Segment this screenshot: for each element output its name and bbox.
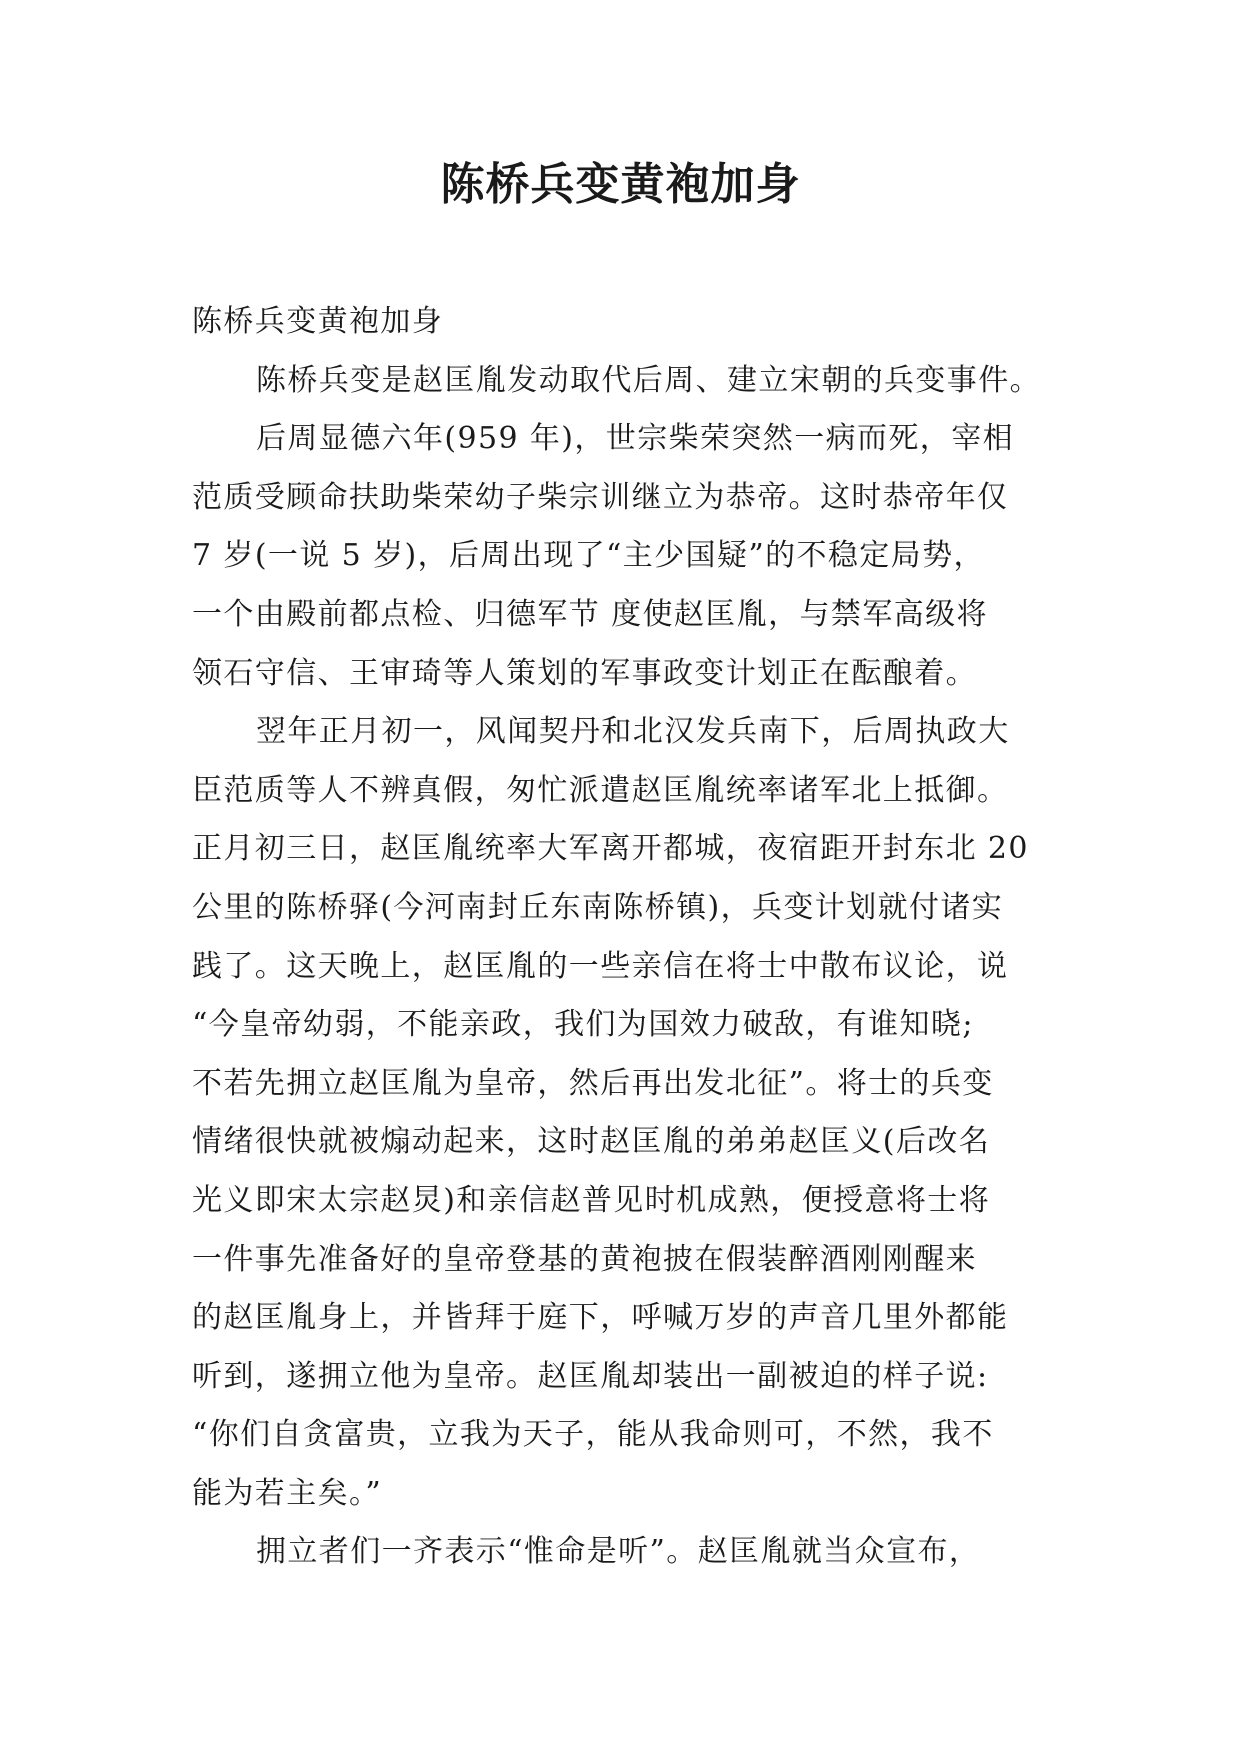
- text-line: 践了。这天晚上，赵匡胤的一些亲信在将士中散布议论，说: [192, 948, 1009, 984]
- text-line: 7 岁(一说 5 岁)，后周出现了“主少国疑”的不稳定局势，: [192, 538, 985, 574]
- text-line: “你们自贪富贵，立我为天子，能从我命则可，不然，我不: [192, 1417, 994, 1453]
- text-line: 后周显德六年(959 年)，世宗柴荣突然一病而死，宰相: [256, 421, 1015, 457]
- text-line: 的赵匡胤身上，并皆拜于庭下，呼喊万岁的声音几里外都能: [192, 1300, 1009, 1336]
- text-line: 光义即宋太宗赵炅)和亲信赵普见时机成熟，便授意将士将: [192, 1182, 991, 1218]
- paragraph-4: [192, 1523, 1072, 1582]
- text-line: 不若先拥立赵匡胤为皇帝，然后再出发北征”。将士的兵变: [192, 1065, 994, 1101]
- document-title: 陈桥兵变黄袍加身: [440, 159, 801, 210]
- text-line: 情绪很快就被煽动起来，这时赵匡胤的弟弟赵匡义(后改名: [192, 1124, 991, 1160]
- text-line: 领石守信、王审琦等人策划的军事政变计划正在酝酿着。: [192, 655, 977, 691]
- document-body: [192, 293, 1072, 1582]
- text-line: 能为若主矣。”: [192, 1475, 383, 1511]
- text-line: 陈桥兵变是赵匡胤发动取代后周、建立宋朝的兵变事件。: [256, 362, 1041, 398]
- text-line: 臣范质等人不辨真假，匆忙派遣赵匡胤统率诸军北上抵御。: [192, 772, 1009, 808]
- text-line: “今皇帝幼弱，不能亲政，我们为国效力破敌，有谁知晓;: [192, 1007, 974, 1043]
- text-line: 范质受顾命扶助柴荣幼子柴宗训继立为恭帝。这时恭帝年仅: [192, 479, 1009, 515]
- text-line: 翌年正月初一，风闻契丹和北汉发兵南下，后周执政大: [256, 714, 1010, 750]
- text-line: 一件事先准备好的皇帝登基的黄袍披在假装醉酒刚刚醒来: [192, 1241, 977, 1277]
- paragraph-2: [192, 410, 1072, 703]
- section-heading: 陈桥兵变黄袍加身: [192, 304, 444, 339]
- paragraph-3: [192, 703, 1072, 1523]
- text-line: 拥立者们一齐表示“惟命是听”。赵匡胤就当众宣布，: [256, 1534, 981, 1570]
- text-line: 正月初三日，赵匡胤统率大军离开都城，夜宿距开封东北 20: [192, 831, 1029, 867]
- text-line: 公里的陈桥驿(今河南封丘东南陈桥镇)，兵变计划就付诸实: [192, 889, 1004, 925]
- text-line: 一个由殿前都点检、归德军节 度使赵匡胤，与禁军高级将: [192, 596, 988, 632]
- text-line: 听到，遂拥立他为皇帝。赵匡胤却装出一副被迫的样子说:: [192, 1358, 989, 1394]
- paragraph-1: [192, 352, 1072, 411]
